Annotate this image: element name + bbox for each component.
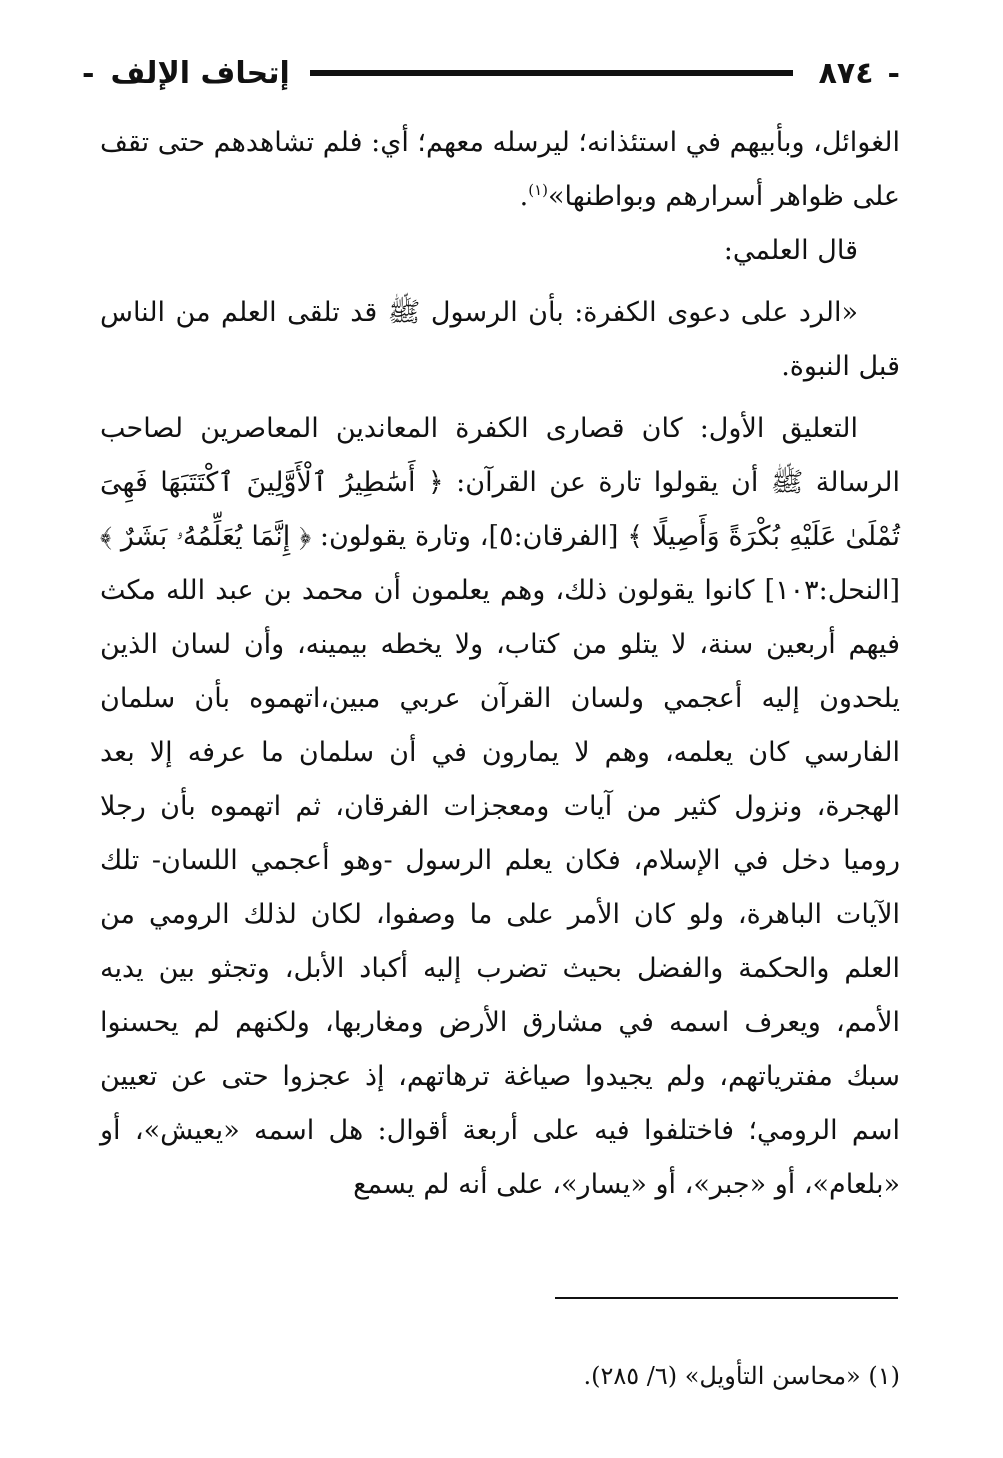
book-title: إتحاف الإلف — [110, 55, 290, 91]
paragraph-text: الغوائل، وبأبيهم في استئذانه؛ ليرسله معهم؛ أي: فلم تشاهدهم حتى تقف على ظواهر أسرارهم وبواطنها» — [100, 127, 900, 212]
footnote-marker: (١) — [528, 181, 549, 199]
paragraph — [100, 116, 900, 224]
paragraph: التعليق الأول: كان قصارى الكفرة المعاندين المعاصرين لصاحب الرسالة ﷺ أن يقولوا تارة عن القرآن: ﴿ أَسَٰطِيرُ ٱلْأَوَّلِينَ ٱكْتَتَبَهَا فَهِىَ تُمْلَىٰ عَلَيْهِ بُكْرَةً وَأَصِيلًا ﴾ [الفرقان:٥]، وتارة يقولون: ﴿ إِنَّمَا يُعَلِّمُهُۥ بَشَرٌ ﴾ [النحل:١٠٣] كانوا يقولون ذلك، وهم يعلمون أن محمد بن عبد الله مكث فيهم أربعين سنة، لا يتلو من كتاب، ولا يخطه بيمينه، وأن لسان الذين يلحدون إليه أعجمي ولسان القرآن عربي مبين،اتهموه بأن سلمان الفارسي كان يعلمه، وهم لا يمارون في أن سلمان ما عرفه إلا بعد الهجرة، ونزول كثير من آيات ومعجزات الفرقان، ثم اتهموه بأن رجلا روميا دخل في الإسلام، فكان يعلم الرسول -وهو أعجمي اللسان- تلك الآيات الباهرة، ولو كان الأمر على ما وصفوا، لكان لذلك الرومي من العلم والحكمة والفضل بحيث تضرب إليه أكباد الأبل، وتجثو بين يديه الأمم، ويعرف اسمه في مشارق الأرض ومغاربها، ولكنهم لم يحسنوا سبك مفترياتهم، ولم يجيدوا صياغة ترهاتهم، إذ عجزوا حتى عن تعيين اسم الرومي؛ فاختلفوا فيه على أربعة أقوال: هل اسمه «يعيش»، أو «بلعام»، أو «جبر»، أو «يسار»، على أنه لم يسمع — [100, 413, 901, 1200]
footnote: (١) «محاسن التأويل» (٦/ ٢٨٥). — [583, 1362, 900, 1390]
page-number: ٨٧٤ — [818, 55, 874, 91]
paragraph: قال العلمي: — [723, 235, 858, 266]
footnote-separator — [555, 1297, 898, 1299]
paragraph-end: . — [519, 181, 529, 212]
header-dash: - — [82, 55, 95, 91]
page-header — [82, 48, 900, 98]
paragraph: «الرد على دعوى الكفرة: بأن الرسول ﷺ قد تلقى العلم من الناس قبل النبوة. — [100, 297, 900, 382]
header-rule — [310, 70, 793, 76]
header-dash: - — [887, 55, 900, 91]
main-text — [100, 116, 900, 1212]
